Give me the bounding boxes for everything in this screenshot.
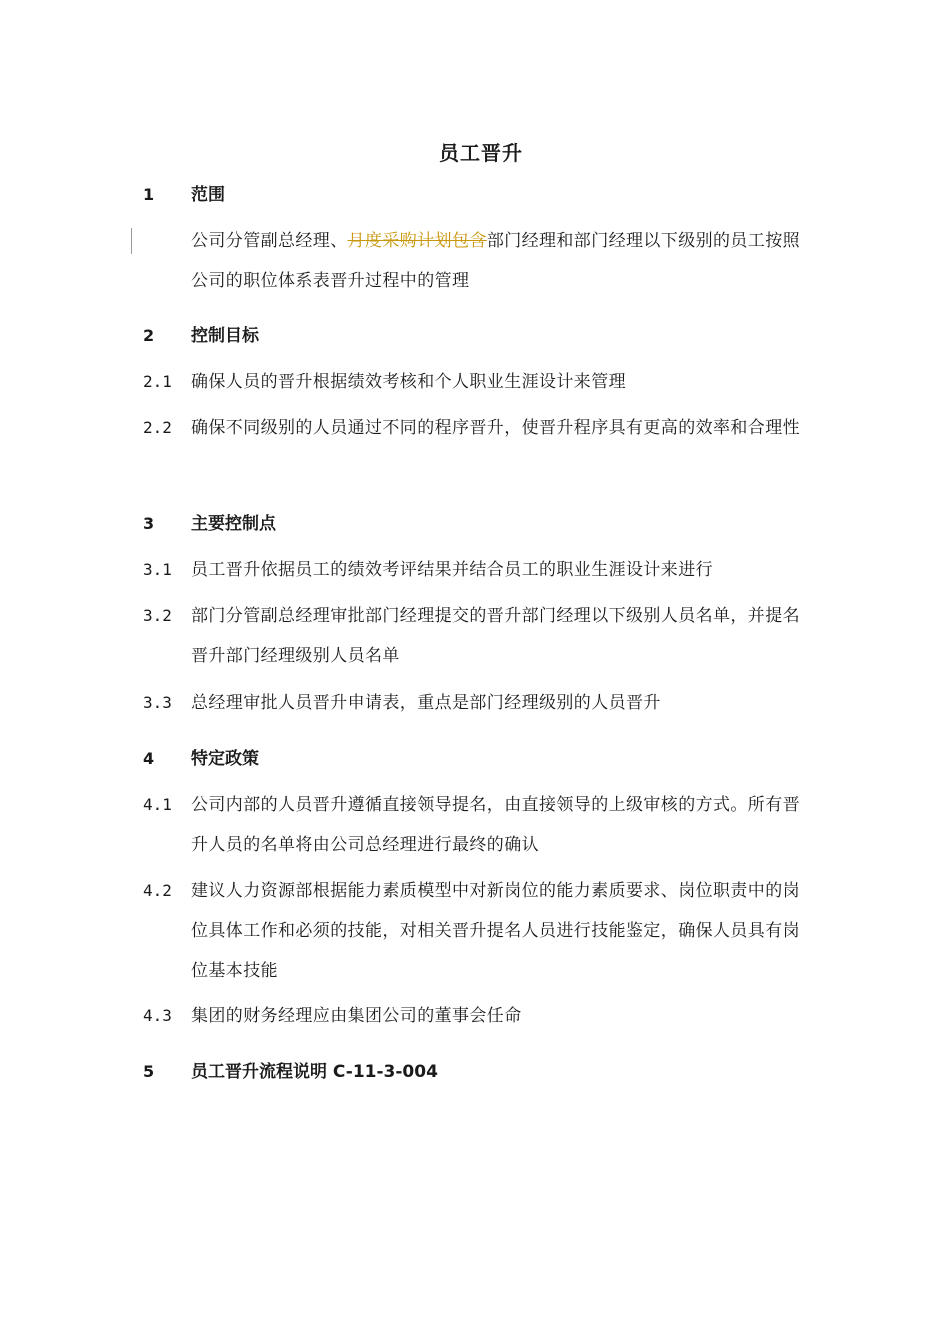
item-text: 确保不同级别的人员通过不同的程序晋升，使晋升程序具有更高的效率和合理性 xyxy=(191,418,800,438)
item-text: 确保人员的晋升根据绩效考核和个人职业生涯设计来管理 xyxy=(191,372,626,392)
item-text: 员工晋升依据员工的绩效考评结果并结合员工的职业生涯设计来进行 xyxy=(191,560,713,580)
section-heading: 员工晋升流程说明 C-11-3-004 xyxy=(191,1062,438,1082)
item-text: 总经理审批人员晋升申请表，重点是部门经理级别的人员晋升 xyxy=(191,693,661,713)
item-number: 3.1 xyxy=(143,560,172,579)
paragraph-text: 公司分管副总经理、 xyxy=(191,231,348,251)
item-number: 3.3 xyxy=(143,693,172,712)
section-number: 3 xyxy=(143,514,155,533)
section-number: 5 xyxy=(143,1062,155,1081)
section-heading: 范围 xyxy=(191,185,225,205)
section-heading: 特定政策 xyxy=(191,749,259,769)
item-text: 集团的财务经理应由集团公司的董事会任命 xyxy=(191,1006,522,1026)
deleted-text: 月度采购计划包含 xyxy=(347,231,487,251)
item-number: 4.2 xyxy=(143,881,172,900)
section-number: 1 xyxy=(143,185,155,204)
paragraph xyxy=(191,221,811,301)
item-text: 建议人力资源部根据能力素质模型中对新岗位的能力素质要求、岗位职责中的岗位具体工作和必须的技能，对相关晋升提名人员进行技能鉴定，确保人员具有岗位基本技能 xyxy=(191,881,800,981)
section-heading: 主要控制点 xyxy=(191,514,276,534)
item-number: 4.1 xyxy=(143,795,172,814)
item-text: 公司内部的人员晋升遵循直接领导提名，由直接领导的上级审核的方式。所有晋升人员的名单将由公司总经理进行最终的确认 xyxy=(191,795,800,855)
item-number: 4.3 xyxy=(143,1006,172,1025)
section-number: 4 xyxy=(143,749,155,768)
section-heading: 控制目标 xyxy=(191,326,259,346)
item-number: 3.2 xyxy=(143,606,172,625)
item-number: 2.1 xyxy=(143,372,172,391)
item-number: 2.2 xyxy=(143,418,172,437)
paragraph-text: 部门经理和部门经理以下级别的员工按照公司的职位体系表晋升过程中的管理 xyxy=(191,231,801,291)
page-title: 员工晋升 xyxy=(439,141,523,165)
section-number: 2 xyxy=(143,326,155,345)
revision-change-bar xyxy=(131,228,132,254)
item-text: 部门分管副总经理审批部门经理提交的晋升部门经理以下级别人员名单，并提名晋升部门经理级别人员名单 xyxy=(191,606,800,666)
